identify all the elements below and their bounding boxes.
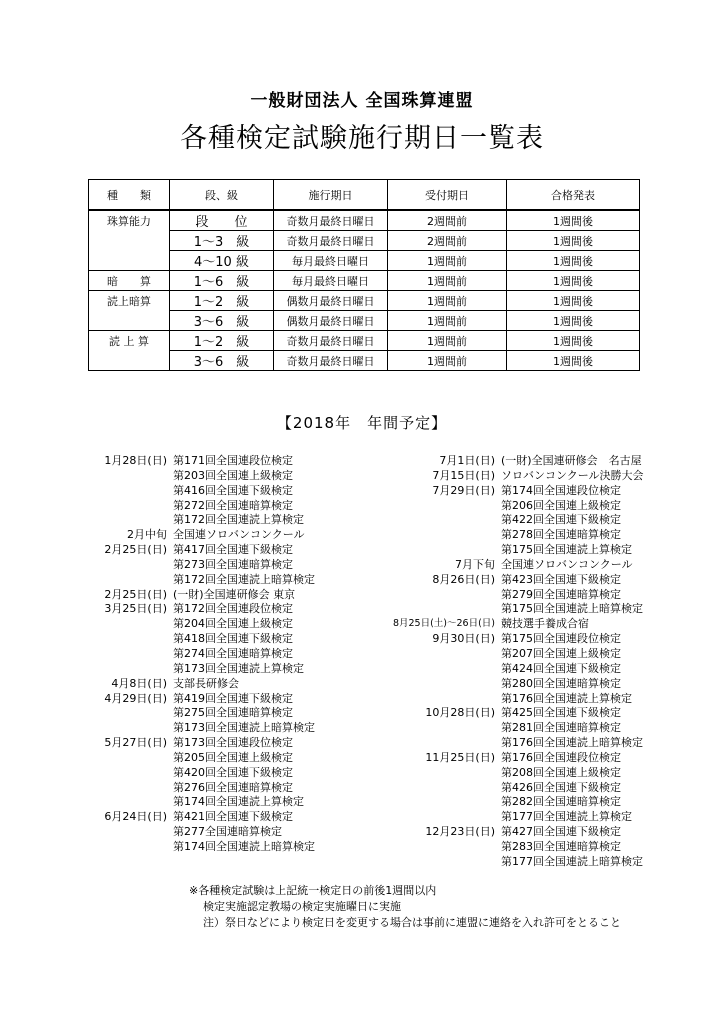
exam-date-cell: 毎月最終日曜日	[274, 271, 388, 291]
schedule-date	[370, 588, 501, 603]
schedule-date: 1月28日(日)	[104, 454, 167, 467]
schedule-row	[60, 543, 315, 558]
schedule-date	[370, 795, 501, 810]
table-row	[89, 351, 640, 371]
schedule-event: 第172回全国連段位検定	[173, 602, 293, 616]
table-row	[89, 311, 640, 331]
level-cell: 1～2 級	[170, 331, 274, 351]
schedule-date: 7月15日(日)	[432, 468, 495, 482]
schedule-event: 第425回全国連下級検定	[501, 706, 621, 720]
schedule-event: 第173回全国連読上暗算検定	[173, 721, 315, 735]
schedule-row	[370, 795, 644, 810]
schedule-row	[370, 810, 644, 825]
schedule-event: 第174回全国連読上暗算検定	[173, 839, 315, 853]
schedule-date: 9月30日(日)	[432, 632, 495, 646]
schedule-date: 2月25日(日)	[104, 543, 167, 557]
schedule-event: 第426回全国連下級検定	[501, 780, 621, 794]
schedule-date	[370, 840, 501, 855]
schedule-right-column	[370, 454, 644, 870]
header-exam-date: 施行期日	[274, 180, 388, 211]
schedule-event: 第421回全国連下級検定	[173, 810, 293, 824]
level-cell: 3～6 級	[170, 311, 274, 331]
schedule-row	[370, 781, 644, 796]
schedule-date	[60, 469, 173, 484]
schedule-date: 6月24日(日)	[104, 810, 167, 824]
schedule-row	[370, 840, 644, 855]
schedule-event: 第176回全国連読上算検定	[501, 691, 632, 705]
deadline-cell: 2週間前	[388, 210, 507, 231]
schedule-event: 第175回全国連読上算検定	[501, 543, 632, 557]
schedule-event: ソロバンコンクール決勝大会	[501, 468, 644, 482]
schedule-row	[370, 558, 644, 573]
exam-schedule-table	[88, 179, 640, 371]
schedule-row	[60, 558, 315, 573]
schedule-date	[370, 528, 501, 543]
result-cell: 1週間後	[507, 311, 640, 331]
deadline-cell: 2週間前	[388, 231, 507, 251]
schedule-row	[370, 617, 644, 632]
page-title: 各種検定試験施行期日一覧表	[180, 123, 544, 154]
category-cell: 読上暗算	[89, 291, 170, 311]
schedule-row	[370, 602, 644, 617]
schedule-event: 全国連ソロバンコンクール	[173, 528, 305, 542]
schedule-date	[370, 647, 501, 662]
schedule-row	[370, 662, 644, 677]
schedule-row	[60, 692, 315, 707]
schedule-date	[370, 662, 501, 677]
schedule-event: 第177回全国連読上算検定	[501, 810, 632, 824]
schedule-event: 第172回全国連読上暗算検定	[173, 572, 315, 586]
header-level: 段、級	[170, 180, 274, 211]
level-cell: 4～10 級	[170, 251, 274, 271]
note-line: ※各種検定試験は上記統一検定日の前後1週間以内	[189, 884, 437, 897]
schedule-event: 第174回全国連段位検定	[501, 483, 621, 497]
schedule-date	[60, 825, 173, 840]
organization-name: 一般財団法人 全国珠算連盟	[250, 91, 474, 111]
schedule-date	[60, 721, 173, 736]
schedule-row	[60, 840, 315, 855]
table-row	[89, 251, 640, 271]
schedule-row	[60, 677, 315, 692]
schedule-date	[370, 736, 501, 751]
schedule-date	[60, 558, 173, 573]
schedule-date	[60, 499, 173, 514]
schedule-date	[60, 706, 173, 721]
result-cell: 1週間後	[507, 210, 640, 231]
note-line: 注）祭日などにより検定日を変更する場合は事前に連盟に連絡を入れ許可をとること	[203, 916, 621, 929]
schedule-row	[60, 662, 315, 677]
schedule-date: 8月25日(土)～26日(日)	[392, 618, 495, 630]
level-cell: 1～2 級	[170, 291, 274, 311]
schedule-row	[370, 588, 644, 603]
table-row	[89, 210, 640, 231]
schedule-date	[60, 617, 173, 632]
schedule-date	[60, 647, 173, 662]
schedule-event: 第207回全国連上級検定	[501, 646, 621, 660]
schedule-event: 第419回全国連下級検定	[173, 691, 293, 705]
schedule-date: 4月29日(日)	[104, 691, 167, 705]
schedule-event: 第417回全国連下級検定	[173, 543, 293, 557]
schedule-event: 第280回全国連暗算検定	[501, 676, 621, 690]
schedule-row	[60, 647, 315, 662]
schedule-event: 競技選手養成合宿	[501, 617, 589, 631]
schedule-row	[370, 692, 644, 707]
schedule-event: 第273回全国連暗算検定	[173, 557, 293, 571]
schedule-event: 第175回全国連段位検定	[501, 632, 621, 646]
schedule-event: 第208回全国連上級検定	[501, 765, 621, 779]
schedule-date	[60, 766, 173, 781]
schedule-event: 第427回全国連下級検定	[501, 825, 621, 839]
deadline-cell: 1週間前	[388, 311, 507, 331]
schedule-date: 8月26日(日)	[432, 572, 495, 586]
schedule-date: 7月下旬	[455, 557, 495, 571]
schedule-date	[370, 766, 501, 781]
schedule-event: 支部長研修会	[173, 676, 239, 690]
note-line: 検定実施認定教場の検定実施曜日に実施	[203, 900, 401, 913]
header-result: 合格発表	[507, 180, 640, 211]
schedule-row	[370, 647, 644, 662]
exam-date-cell: 奇数月最終日曜日	[274, 231, 388, 251]
deadline-cell: 1週間前	[388, 251, 507, 271]
schedule-row	[370, 706, 644, 721]
schedule-row	[60, 528, 315, 543]
schedule-event: 第283回全国連暗算検定	[501, 839, 621, 853]
category-cell: 暗 算	[89, 271, 170, 291]
table-row	[89, 271, 640, 291]
schedule-row	[60, 706, 315, 721]
schedule-event: 第424回全国連下級検定	[501, 661, 621, 675]
schedule-row	[60, 736, 315, 751]
category-cell	[89, 351, 170, 371]
schedule-date	[60, 484, 173, 499]
category-cell	[89, 251, 170, 271]
schedule-event: 第177回全国連読上暗算検定	[501, 854, 643, 868]
schedule-event: 第282回全国連暗算検定	[501, 795, 621, 809]
schedule-row	[60, 617, 315, 632]
level-cell: 3～6 級	[170, 351, 274, 371]
schedule-row	[60, 795, 315, 810]
schedule-event: 第275回全国連暗算検定	[173, 706, 293, 720]
schedule-row	[370, 573, 644, 588]
schedule-date: 3月25日(日)	[104, 602, 167, 616]
exam-date-cell: 偶数月最終日曜日	[274, 291, 388, 311]
schedule-row	[60, 751, 315, 766]
schedule-date: 10月28日(日)	[425, 706, 495, 720]
schedule-event: (一財)全国連研修会 東京	[173, 587, 296, 601]
schedule-row	[370, 825, 644, 840]
schedule-date	[60, 795, 173, 810]
schedule-row	[370, 632, 644, 647]
schedule-date	[370, 677, 501, 692]
schedule-event: 第418回全国連下級検定	[173, 632, 293, 646]
schedule-event: 第279回全国連暗算検定	[501, 587, 621, 601]
deadline-cell: 1週間前	[388, 351, 507, 371]
result-cell: 1週間後	[507, 291, 640, 311]
schedule-event: 第171回全国連段位検定	[173, 454, 293, 467]
schedule-date	[370, 721, 501, 736]
schedule-row	[370, 677, 644, 692]
schedule-date: 4月8日(日)	[111, 676, 167, 690]
schedule-date	[60, 513, 173, 528]
level-cell: 段 位	[170, 210, 274, 231]
schedule-event: 第422回全国連下級検定	[501, 513, 621, 527]
schedule-row	[370, 855, 644, 870]
header-deadline: 受付期日	[388, 180, 507, 211]
schedule-row	[370, 751, 644, 766]
schedule-event: 第272回全国連暗算検定	[173, 498, 293, 512]
schedule-row	[370, 736, 644, 751]
category-cell: 珠算能力	[89, 210, 170, 231]
schedule-date	[370, 602, 501, 617]
schedule-row	[60, 721, 315, 736]
schedule-event: 第423回全国連下級検定	[501, 572, 621, 586]
category-cell: 読 上 算	[89, 331, 170, 351]
schedule-row	[370, 484, 644, 499]
schedule-event: 第203回全国連上級検定	[173, 468, 293, 482]
schedule-date	[370, 810, 501, 825]
schedule-date: 7月1日(日)	[439, 454, 495, 467]
schedule-event: 第278回全国連暗算検定	[501, 528, 621, 542]
schedule-date	[370, 513, 501, 528]
category-cell	[89, 231, 170, 251]
exam-date-cell: 奇数月最終日曜日	[274, 331, 388, 351]
schedule-event: 第206回全国連上級検定	[501, 498, 621, 512]
schedule-event: 第276回全国連暗算検定	[173, 780, 293, 794]
table-row	[89, 331, 640, 351]
schedule-event: 第173回全国連段位検定	[173, 736, 293, 750]
schedule-date: 11月25日(日)	[425, 750, 495, 764]
schedule-date	[60, 573, 173, 588]
schedule-date	[370, 855, 501, 870]
schedule-row	[60, 781, 315, 796]
level-cell: 1～6 級	[170, 271, 274, 291]
schedule-row	[370, 454, 644, 469]
schedule-event: 第175回全国連読上暗算検定	[501, 602, 643, 616]
schedule-row	[60, 573, 315, 588]
schedule-date	[370, 499, 501, 514]
schedule-row	[60, 513, 315, 528]
schedule-row	[370, 513, 644, 528]
schedule-row	[60, 632, 315, 647]
notes	[189, 883, 621, 931]
schedule-row	[60, 810, 315, 825]
table-row	[89, 231, 640, 251]
schedule-date: 7月29日(日)	[432, 483, 495, 497]
schedule-event: 第173回全国連読上算検定	[173, 661, 304, 675]
schedule-event: 全国連ソロバンコンクール	[501, 557, 633, 571]
schedule-row	[370, 499, 644, 514]
schedule-row	[60, 499, 315, 514]
schedule-row	[60, 454, 315, 469]
result-cell: 1週間後	[507, 271, 640, 291]
level-cell: 1～3 級	[170, 231, 274, 251]
schedule-date	[60, 781, 173, 796]
schedule-event: 第176回全国連段位検定	[501, 750, 621, 764]
schedule-event: 第172回全国連読上算検定	[173, 513, 304, 527]
schedule-date	[60, 662, 173, 677]
exam-date-cell: 奇数月最終日曜日	[274, 351, 388, 371]
exam-date-cell: 毎月最終日曜日	[274, 251, 388, 271]
schedule-date: 2月中旬	[127, 528, 167, 542]
schedule-date	[60, 751, 173, 766]
schedule-event: 第420回全国連下級検定	[173, 765, 293, 779]
category-cell	[89, 311, 170, 331]
schedule-date	[60, 632, 173, 647]
schedule-row	[60, 469, 315, 484]
schedule-event: 第204回全国連上級検定	[173, 617, 293, 631]
result-cell: 1週間後	[507, 331, 640, 351]
schedule-event: 第416回全国連下級検定	[173, 483, 293, 497]
result-cell: 1週間後	[507, 231, 640, 251]
exam-date-cell: 奇数月最終日曜日	[274, 210, 388, 231]
schedule-row	[60, 825, 315, 840]
schedule-title: 【2018年 年間予定】	[276, 414, 448, 432]
schedule-event: 第174回全国連読上算検定	[173, 795, 304, 809]
header-category: 種 類	[89, 180, 170, 211]
deadline-cell: 1週間前	[388, 271, 507, 291]
schedule-row	[60, 602, 315, 617]
result-cell: 1週間後	[507, 251, 640, 271]
schedule-event: 第281回全国連暗算検定	[501, 721, 621, 735]
schedule-left-column	[60, 454, 315, 855]
table-row	[89, 291, 640, 311]
schedule-date	[370, 781, 501, 796]
schedule-date: 2月25日(日)	[104, 587, 167, 601]
deadline-cell: 1週間前	[388, 291, 507, 311]
schedule-event: 第274回全国連暗算検定	[173, 646, 293, 660]
schedule-event: 第176回全国連読上暗算検定	[501, 736, 643, 750]
schedule-date: 12月23日(日)	[425, 825, 495, 839]
schedule-date	[370, 543, 501, 558]
schedule-row	[370, 766, 644, 781]
table-header-row	[89, 180, 640, 211]
schedule-row	[370, 721, 644, 736]
result-cell: 1週間後	[507, 351, 640, 371]
schedule-event: 第277全国連暗算検定	[173, 825, 282, 839]
schedule-row	[370, 469, 644, 484]
exam-date-cell: 偶数月最終日曜日	[274, 311, 388, 331]
schedule-row	[60, 484, 315, 499]
schedule-event: 第205回全国連上級検定	[173, 750, 293, 764]
schedule-row	[370, 528, 644, 543]
schedule-row	[60, 766, 315, 781]
schedule-event: (一財)全国連研修会 名古屋	[501, 454, 642, 467]
schedule-date	[60, 840, 173, 855]
deadline-cell: 1週間前	[388, 331, 507, 351]
schedule-row	[370, 543, 644, 558]
schedule-date: 5月27日(日)	[104, 736, 167, 750]
schedule-row	[60, 588, 315, 603]
schedule-date	[370, 692, 501, 707]
